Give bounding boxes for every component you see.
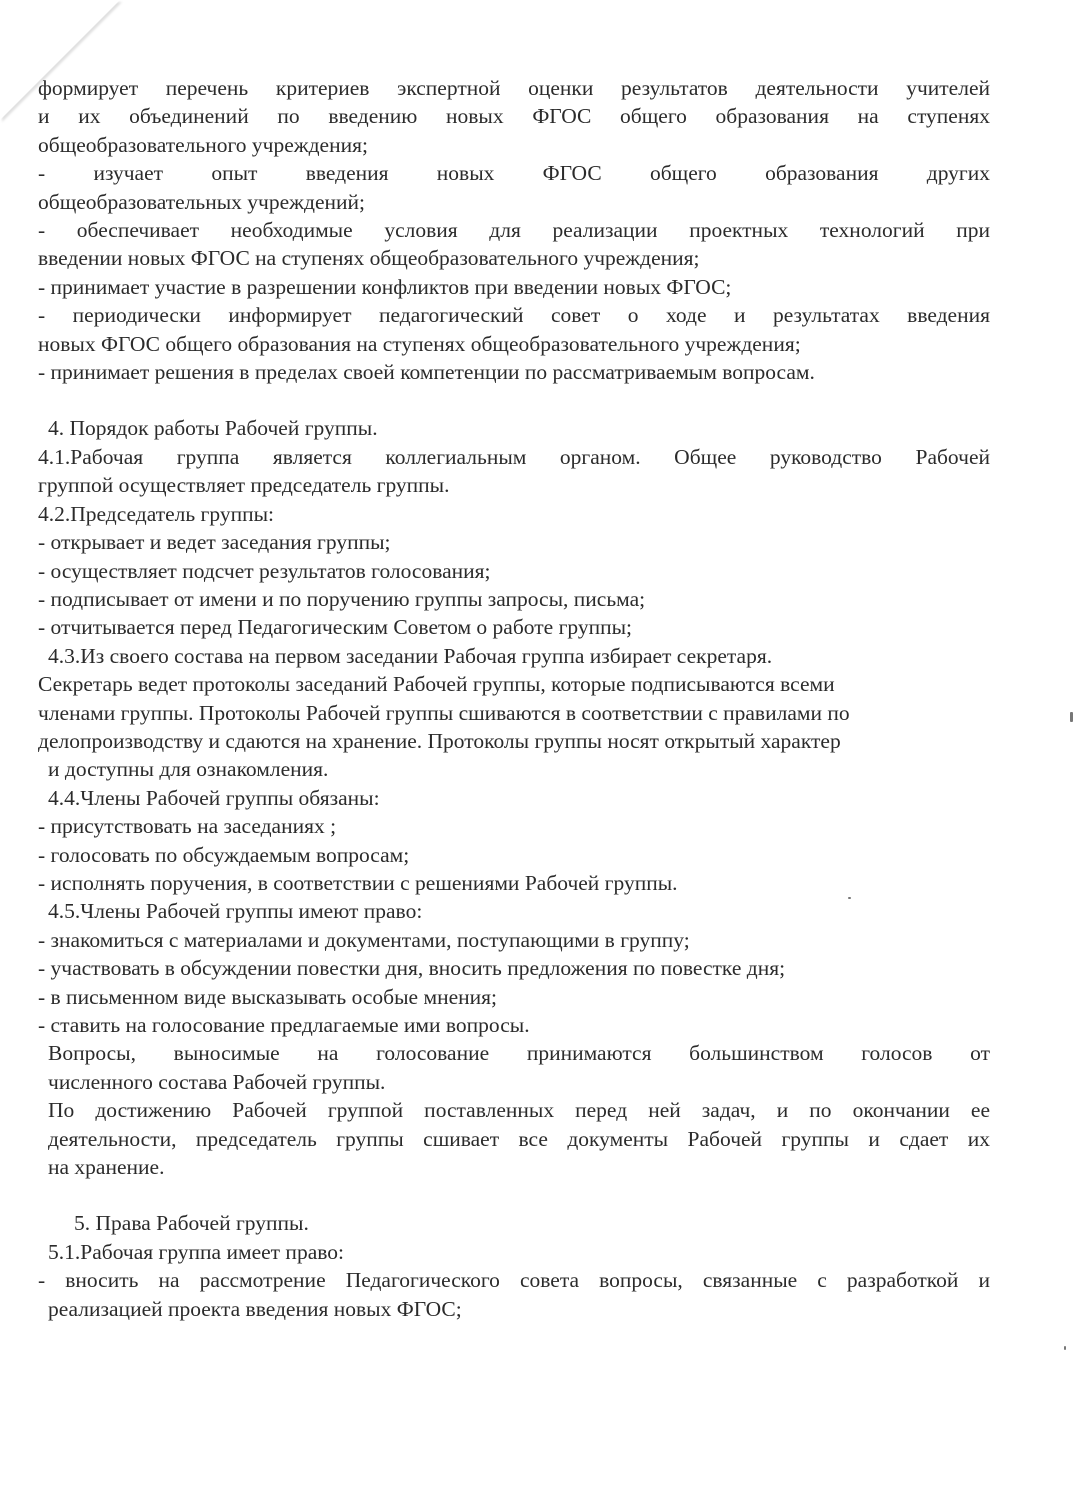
text-line: членами группы. Протоколы Рабочей группы сшиваются в соответствии с правилами по [38, 700, 850, 725]
text-line: - периодически информирует педагогический совет о ходе и результатах введения [38, 303, 990, 328]
text-line: 4.2.Председатель группы: [38, 501, 275, 526]
paragraph-gap [38, 386, 990, 414]
text-line: Секретарь ведет протоколы заседаний Рабочей группы, которые подписываются всеми [38, 672, 835, 697]
text-line: общеобразовательного учреждения; [38, 132, 368, 157]
text-line: По достижению Рабочей группой поставленных перед ней задач, и по окончании ее [48, 1098, 990, 1123]
text-line: 5.1.Рабочая группа имеет право: [48, 1239, 344, 1264]
scan-speck [848, 897, 851, 899]
text-line: - исполнять поручения, в соответствии с решениями Рабочей группы. [38, 870, 678, 895]
text-line: на хранение. [48, 1155, 165, 1180]
text-line: - в письменном виде высказывать особые мнения; [38, 984, 497, 1009]
text-line: - принимает решения в пределах своей компетенции по рассматриваемым вопросам. [38, 360, 815, 385]
text-line: - присутствовать на заседаниях ; [38, 814, 337, 839]
text-line: численного состава Рабочей группы. [48, 1069, 386, 1094]
text-line: общеобразовательных учреждений; [38, 189, 365, 214]
scan-speck [1070, 712, 1073, 722]
section-heading: 5. Права Рабочей группы. [74, 1211, 309, 1236]
text-line: новых ФГОС общего образования на ступенях общеобразовательного учреждения; [38, 331, 801, 356]
text-line: - вносить на рассмотрение Педагогического совета вопросы, связанные с разработкой и [38, 1268, 990, 1293]
text-line: делопроизводству и сдаются на хранение. Протоколы группы носят открытый характер [38, 728, 841, 753]
text-line: 4.5.Члены Рабочей группы имеют право: [48, 899, 423, 924]
text-line: - обеспечивает необходимые условия для реализации проектных технологий при [38, 218, 990, 243]
text-line: 4.1.Рабочая группа является коллегиальным органом. Общее руководство Рабочей [38, 444, 990, 469]
text-line: Вопросы, выносимые на голосование принимаются большинством голосов от [48, 1041, 990, 1066]
text-line: реализацией проекта введения новых ФГОС; [48, 1296, 462, 1321]
section-heading: 4. Порядок работы Рабочей группы. [48, 416, 378, 441]
text-line: - участвовать в обсуждении повестки дня, вносить предложения по повестке дня; [38, 956, 786, 981]
text-line: и их объединений по введению новых ФГОС общего образования на ступенях [38, 104, 990, 129]
paragraph-gap [38, 1181, 990, 1209]
text-line: - принимает участие в разрешении конфликтов при введении новых ФГОС; [38, 274, 732, 299]
text-line: - осуществляет подсчет результатов голосования; [38, 558, 491, 583]
text-line: группой осуществляет председатель группы. [38, 473, 450, 498]
text-line: - подписывает от имени и по поручению группы запросы, письма; [38, 586, 646, 611]
text-line: - знакомиться с материалами и документами, поступающими в группу; [38, 927, 690, 952]
document-page [38, 74, 990, 1323]
text-line: и доступны для ознакомления. [48, 757, 329, 782]
text-line: - отчитывается перед Педагогическим Советом о работе группы; [38, 615, 633, 640]
text-line: введении новых ФГОС на ступенях общеобразовательного учреждения; [38, 246, 700, 271]
text-line: деятельности, председатель группы сшивает все документы Рабочей группы и сдает их [48, 1126, 990, 1151]
text-line: - открывает и ведет заседания группы; [38, 530, 391, 555]
text-line: - голосовать по обсуждаемым вопросам; [38, 842, 410, 867]
text-line: 4.3.Из своего состава на первом заседании Рабочая группа избирает секретаря. [48, 643, 773, 668]
text-line: - ставить на голосование предлагаемые ими вопросы. [38, 1013, 530, 1037]
text-line: - изучает опыт введения новых ФГОС общего образования других [38, 161, 990, 186]
scan-speck [1064, 1346, 1066, 1350]
text-line: формирует перечень критериев экспертной оценки результатов деятельности учителей [38, 76, 990, 100]
text-line: 4.4.Члены Рабочей группы обязаны: [48, 785, 380, 810]
